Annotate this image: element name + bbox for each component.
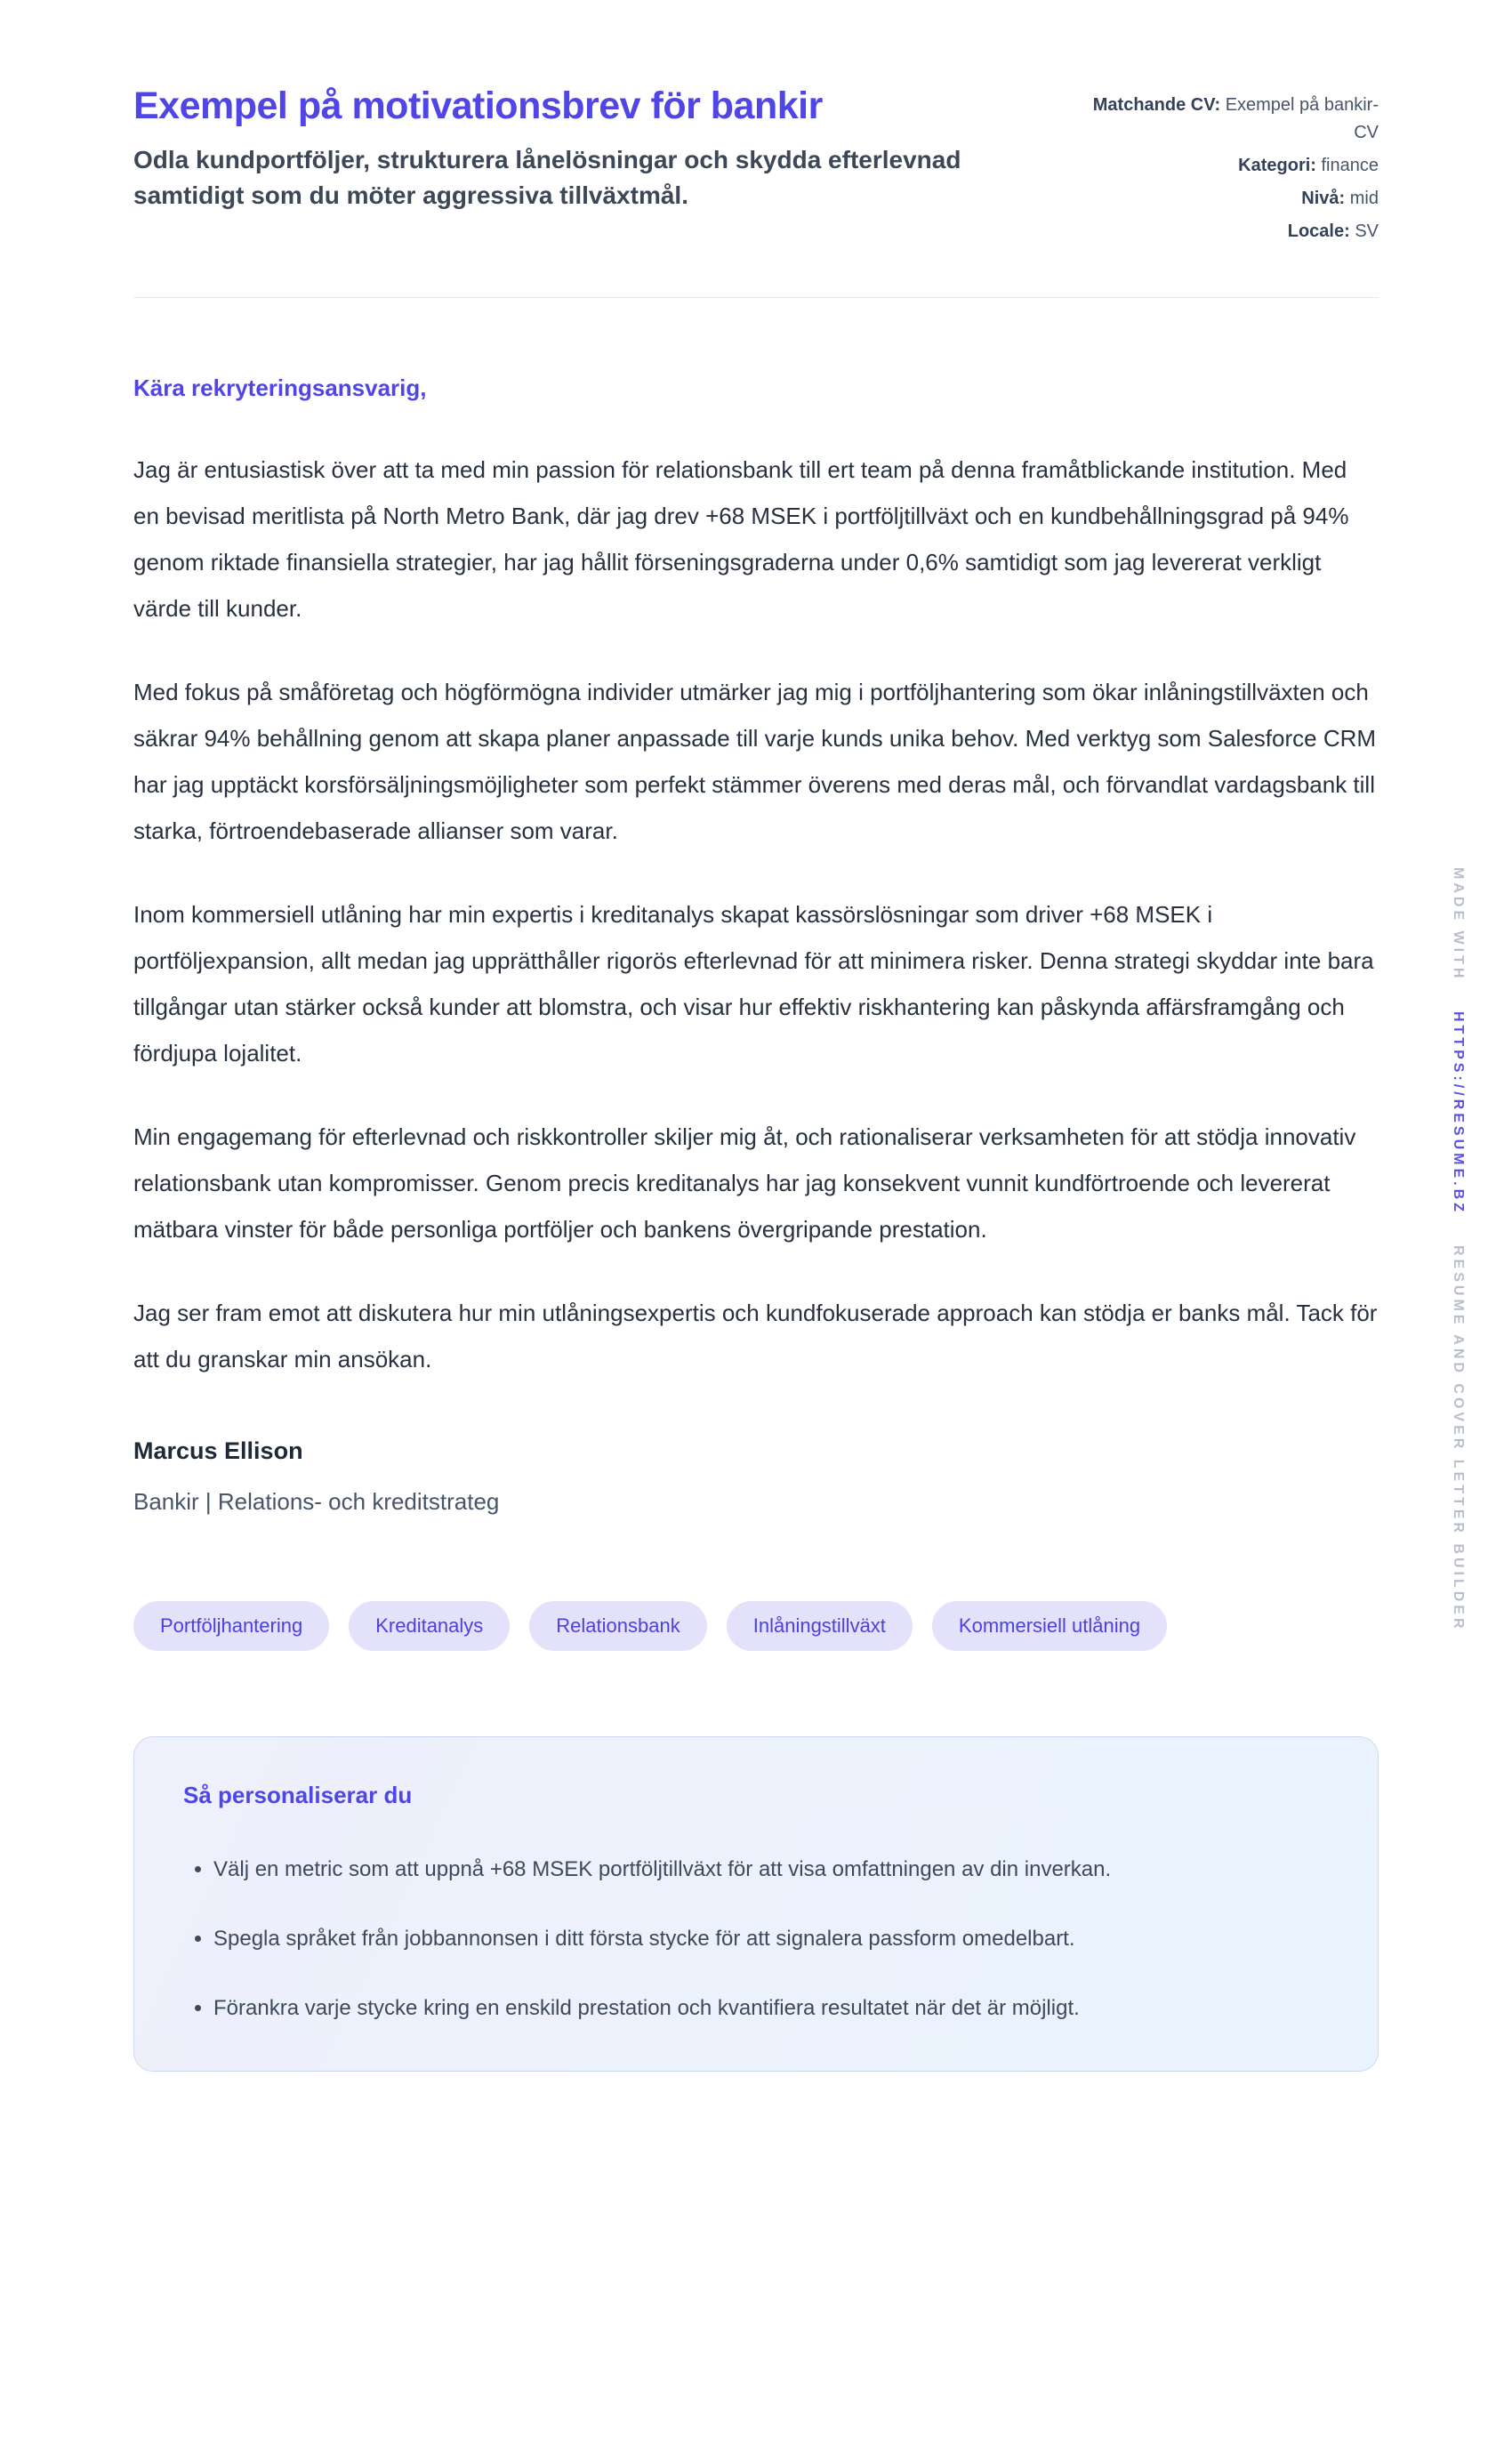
meta-level-value: mid <box>1349 189 1379 208</box>
tips-list <box>183 1848 1329 2030</box>
letter-paragraph: Inom kommersiell utlåning har min expertis i kreditanalys skapat kassörslösningar som driver +68 MSEK i portföljexpansion, allt medan jag upprätthåller rigorös efterlevnad för att minimera risker. Denna strategi skyddar inte bara tillgångar utan stärker också kunder att blomstra, och visar hur effektiv riskhantering kan påskynda affärsframgång och fördjupa lojalitet. <box>133 901 1374 1067</box>
meta-matching-cv <box>1085 92 1379 147</box>
meta-matching-cv-label: Matchande CV: <box>1092 95 1226 115</box>
tips-title: Så personaliserar du <box>183 1782 413 1808</box>
page-header <box>133 85 1379 251</box>
page-subtitle: Odla kundportföljer, strukturera lånelösningar och skydda efterlevnad samtidigt som du möter aggressiva tillväxtmål. <box>133 146 961 209</box>
tip-item: • Förankra varje stycke kring en enskild prestation och kvantifiera resultatet när det är möjligt. <box>213 1987 1329 2030</box>
meta-level <box>1085 185 1379 213</box>
letter-body <box>133 374 1379 1516</box>
meta-matching-cv-value[interactable]: Exempel på bankir-CV <box>1225 95 1379 142</box>
letter-greeting: Kära rekryteringsansvarig, <box>133 374 427 401</box>
letter-paragraph: Med fokus på småföretag och högförmögna individer utmärker jag mig i portföljhantering som ökar inlåningstillväxten och säkrar 94% behållning genom att skapa planer anpassade till varje kunds unika behov. Med verktyg som Salesforce CRM har jag upptäckt korsförsäljningsmöjligheter som perfekt stämmer överens med deras mål, och förvandlat vardagsbank till starka, förtroendebaserade allianser som varar. <box>133 679 1377 844</box>
tag-inlaningstillvaxt[interactable]: Inlåningstillväxt <box>727 1601 913 1651</box>
tag-relationsbank[interactable]: Relationsbank <box>529 1601 706 1651</box>
tag-kreditanalys[interactable]: Kreditanalys <box>349 1601 510 1651</box>
meta-category-value: finance <box>1321 156 1379 175</box>
page-title: Exempel på motivationsbrev för bankir <box>133 85 823 127</box>
skill-tags <box>133 1601 1379 1651</box>
tag-portfoljhantering[interactable]: Portföljhantering <box>133 1601 329 1651</box>
side-watermark <box>1450 867 1466 1632</box>
meta-level-label: Nivå: <box>1301 189 1350 208</box>
meta-category-label: Kategori: <box>1238 156 1322 175</box>
meta-locale-label: Locale: <box>1287 221 1355 241</box>
meta-locale <box>1085 218 1379 246</box>
tip-item: • Välj en metric som att uppnå +68 MSEK portföljtillväxt för att visa omfattningen av din inverkan. <box>213 1848 1329 1891</box>
header-title-block <box>133 85 1041 213</box>
header-divider <box>133 297 1379 298</box>
meta-locale-value: SV <box>1355 221 1379 241</box>
letter-paragraph: Jag är entusiastisk över att ta med min passion för relationsbank till ert team på denna framåtblickande institution. Med en bevisad meritlista på North Metro Bank, där jag drev +68 MSEK i portföljtillväxt och en kundbehållningsgrad på 94% genom riktade finansiella strategier, har jag hållit förseningsgraderna under 0,6% samtidigt som jag levererat verkligt värde till kunder. <box>133 456 1349 622</box>
letter-paragraph: Min engagemang för efterlevnad och riskkontroller skiljer mig åt, och rationaliserar verksamheten för att stödja innovativ relationsbank utan kompromisser. Genom precis kreditanalys har jag konsekvent vunnit kundförtroende och levererat mätbara vinster för både personliga portföljer och bankens övergripande prestation. <box>133 1123 1356 1243</box>
letter-paragraph: Jag ser fram emot att diskutera hur min utlåningsexpertis och kundfokuserade approach kan stödja er banks mål. Tack för att du granskar min ansökan. <box>133 1300 1378 1372</box>
watermark-prefix: MADE WITH <box>1451 867 1466 982</box>
meta-category <box>1085 152 1379 180</box>
signature-name: Marcus Ellison <box>133 1437 303 1464</box>
watermark-link[interactable]: HTTPS://RESUME.BZ <box>1451 1011 1466 1216</box>
tag-kommersiell-utlaning[interactable]: Kommersiell utlåning <box>932 1601 1167 1651</box>
header-meta-block <box>1085 85 1379 251</box>
tip-item: • Spegla språket från jobbannonsen i ditt första stycke för att signalera passform omedelbart. <box>213 1918 1329 1960</box>
watermark-suffix: RESUME AND COVER LETTER BUILDER <box>1451 1245 1466 1632</box>
signature-role: Bankir | Relations- och kreditstrateg <box>133 1488 500 1515</box>
personalization-tips-box <box>133 1736 1379 2072</box>
